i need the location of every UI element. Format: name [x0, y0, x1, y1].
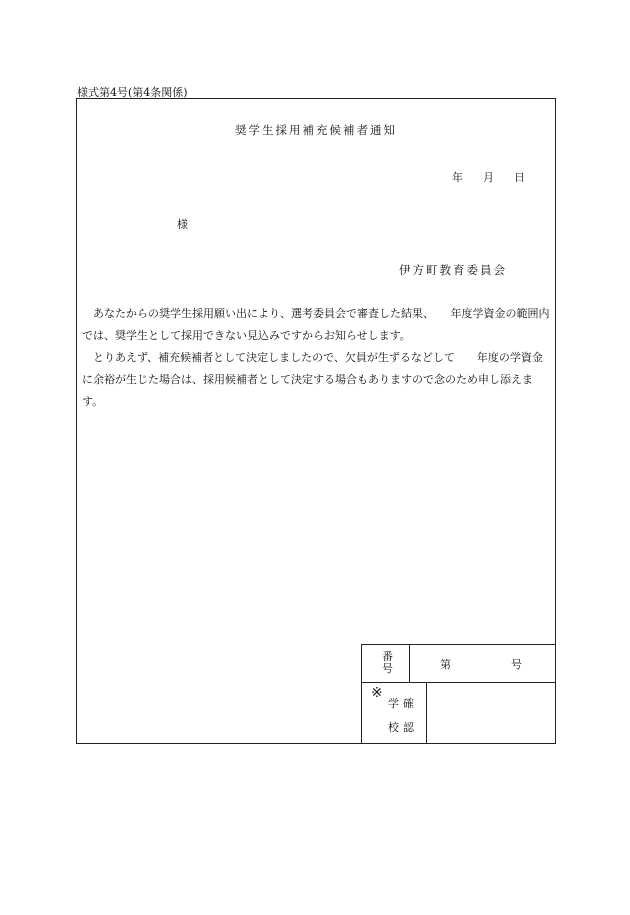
number-value-cell — [410, 645, 556, 682]
issuer-name: 伊方町教育委員会 — [399, 263, 507, 277]
confirmation-label-line-2: 校認 — [388, 721, 418, 734]
school-confirmation-row — [361, 682, 556, 744]
body-paragraph-2: とりあえず、補充候補者として決定しましたので、欠員が生ずるなどして 年度の学資金に余裕が生じた場合は、採用候補者として決定する場合もありますので念のため申し添えます。 — [82, 351, 543, 408]
form-number-label: 様式第4号(第4条関係) — [77, 86, 188, 99]
school-confirmation-stamp-area — [427, 683, 556, 744]
number-label-cell — [362, 645, 410, 682]
confirmation-label-line-1: 学確 — [388, 697, 418, 710]
date-day-label: 日 — [514, 171, 525, 184]
date-line — [452, 169, 525, 185]
number-suffix: 号 — [511, 658, 522, 671]
number-label-top: 番 — [382, 650, 393, 663]
notice-form-frame — [76, 98, 556, 744]
school-confirmation-label-cell — [362, 683, 427, 744]
date-year-label: 年 — [452, 171, 463, 184]
number-confirmation-box — [361, 644, 556, 744]
body-paragraph-1: あなたからの奨学生採用願い出により、選考委員会で審査した結果、 年度学資金の範囲内では、奨学生として採用できない見込みですからお知らせします。 — [82, 307, 550, 342]
notice-body — [82, 303, 553, 413]
number-label-bottom: 号 — [382, 662, 393, 675]
note-mark: ※ — [371, 685, 383, 701]
number-row — [361, 644, 556, 682]
number-prefix: 第 — [440, 658, 451, 671]
document-title: 奨学生採用補充候補者通知 — [235, 123, 397, 137]
date-month-label: 月 — [483, 171, 494, 184]
addressee-honorific: 様 — [177, 218, 188, 231]
